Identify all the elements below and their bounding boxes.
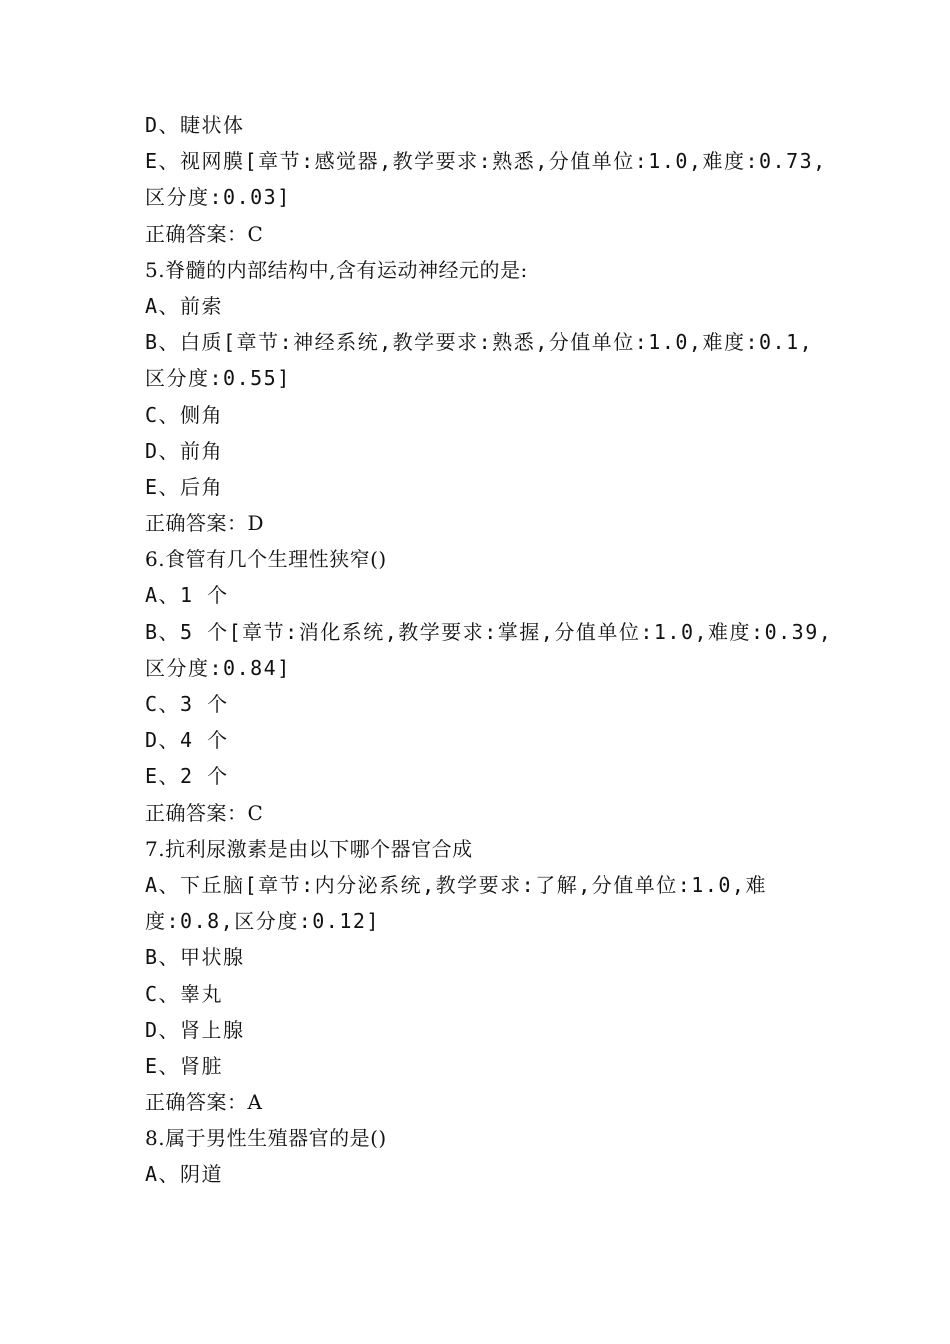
question-line: 6.食管有几个生理性狭窄() — [145, 547, 387, 572]
option-line: B、5 个[章节:消化系统,教学要求:掌握,分值单位:1.0,难度:0.39, — [145, 619, 833, 644]
option-line: A、阴道 — [145, 1162, 224, 1187]
question-line: 5.脊髓的内部结构中,含有运动神经元的是: — [145, 257, 528, 282]
document-body — [145, 107, 835, 1193]
question-line: 7.抗利尿激素是由以下哪个器官合成 — [145, 836, 473, 861]
option-line: E、视网膜[章节:感觉器,教学要求:熟悉,分值单位:1.0,难度:0.73, — [145, 149, 827, 174]
option-line: C、3 个 — [145, 692, 229, 716]
option-line: D、前角 — [145, 438, 224, 463]
question-line: 8.属于男性生殖器官的是() — [145, 1126, 387, 1151]
option-line: A、前索 — [145, 293, 224, 318]
option-line: 度:0.8,区分度:0.12] — [145, 909, 380, 934]
answer-line: 正确答案：A — [145, 1090, 263, 1115]
option-line: E、后角 — [145, 474, 224, 499]
option-line: E、2 个 — [145, 764, 229, 789]
option-line: D、肾上腺 — [145, 1017, 245, 1042]
option-line: D、睫状体 — [145, 113, 245, 137]
answer-line: 正确答案：C — [145, 221, 264, 246]
option-line: 区分度:0.55] — [145, 366, 291, 391]
option-line: C、睾丸 — [145, 981, 224, 1006]
option-line: 区分度:0.84] — [145, 655, 291, 680]
option-line: B、甲状腺 — [145, 945, 245, 970]
answer-line: 正确答案：C — [145, 800, 264, 825]
option-line: C、侧角 — [145, 402, 224, 427]
option-line: A、1 个 — [145, 583, 229, 608]
option-line: A、下丘脑[章节:内分泌系统,教学要求:了解,分值单位:1.0,难 — [145, 872, 767, 897]
answer-line: 正确答案：D — [145, 511, 265, 536]
option-line: D、4 个 — [145, 728, 229, 753]
option-line: E、肾脏 — [145, 1053, 224, 1078]
option-line: B、白质[章节:神经系统,教学要求:熟悉,分值单位:1.0,难度:0.1, — [145, 330, 814, 355]
option-line: 区分度:0.03] — [145, 185, 291, 210]
